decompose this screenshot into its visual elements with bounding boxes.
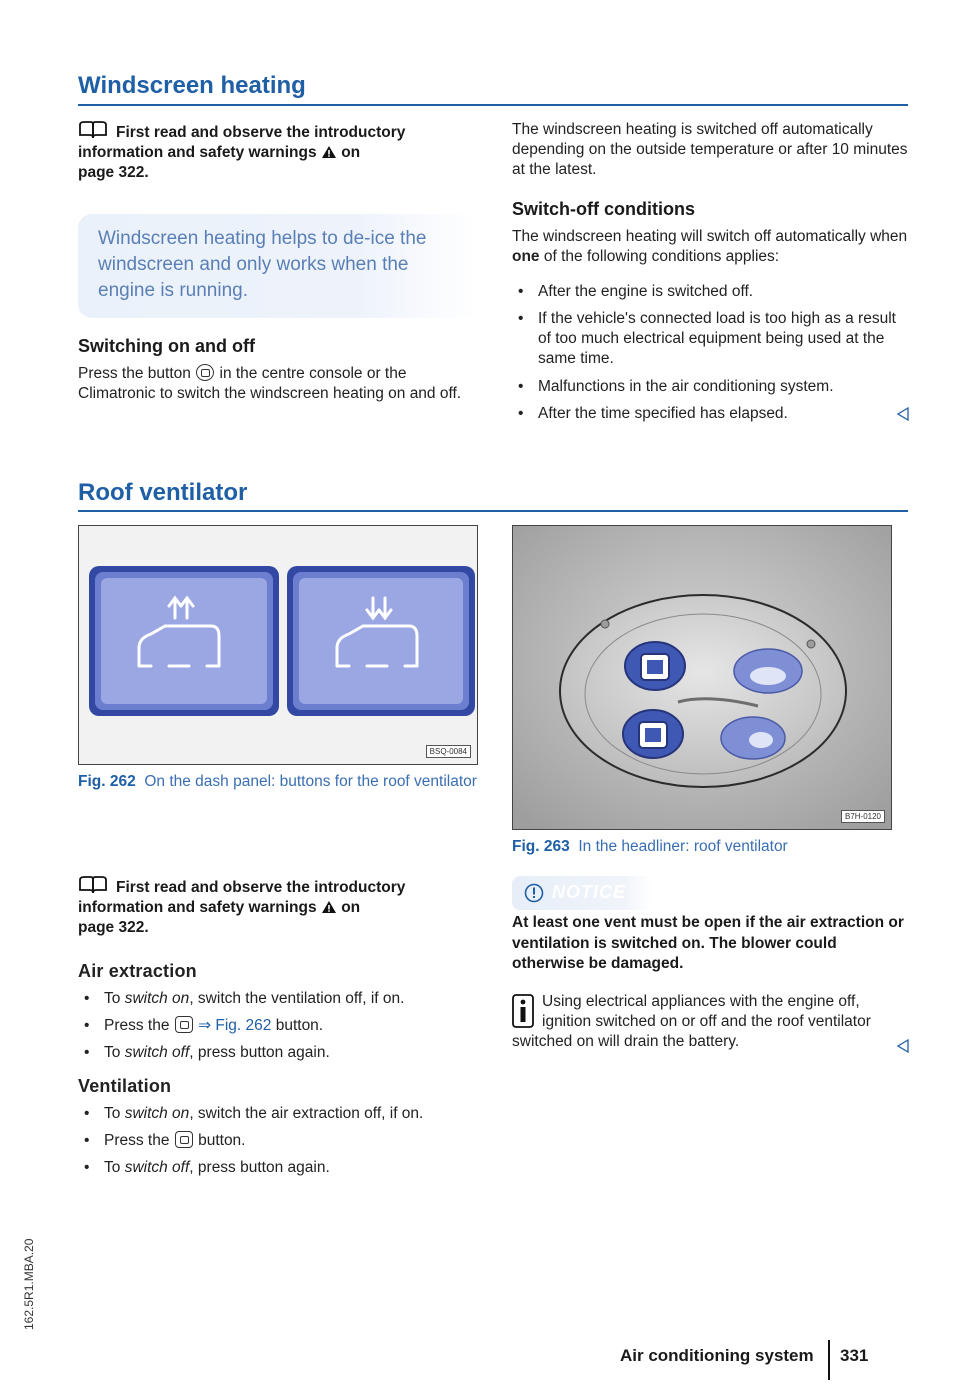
air-extraction-step: • To switch on, switch the ventilation off, if on. [78,989,478,1009]
air-extraction-step: • To switch off, press button again. [78,1043,478,1063]
notice-icon [524,883,544,903]
figure-tag: B7H-0120 [841,810,885,823]
intro-box [78,214,478,318]
ventilation-step: • To switch off, press button again. [78,1158,478,1178]
figure-263-caption: Fig. 263 In the headliner: roof ventilator [512,838,788,855]
book-icon [78,876,108,894]
windscreen-heating-key-icon [196,364,214,381]
section-title-roof-ventilator: Roof ventilator [78,479,248,506]
condition-item: • After the time specified has elapsed. [512,404,907,424]
figure-262 [78,525,478,765]
figure-262-link[interactable]: ⇒ Fig. 262 [198,1017,272,1034]
figure-263 [512,525,892,830]
ventilation-key-icon [175,1131,193,1148]
conditions-intro: The windscreen heating will switch off automatically when one of the following conditions applies: [512,228,908,265]
condition-item: • Malfunctions in the air conditioning system. [512,377,907,397]
section-rule [78,104,908,106]
document-code: 162.5R1.MBA.20 [22,1238,36,1330]
warning-on: on [341,899,361,916]
subheading-air-extraction: Air extraction [78,961,197,981]
auto-off-paragraph: The windscreen heating is switched off automatically depending on the outside temperature or after 10 minutes at the latest. [512,121,908,178]
condition-item: • After the engine is switched off. [512,282,907,302]
intro-text: Windscreen heating helps to de-ice the windscreen and only works when the engine is running. [98,228,427,301]
safety-warning [78,876,478,938]
switching-paragraph: Press the button in the centre console or the Climatronic to switch the windscreen heating on and off. [78,365,462,402]
figure-262-caption: Fig. 262 On the dash panel: buttons for the roof ventilator [78,773,477,790]
info-note: Using electrical appliances with the engine off, ignition switched on or off and the roof ventilator switched on will drain the battery. [512,993,871,1050]
warning-page: page 322. [78,919,149,936]
warning-text: First read and observe the introductory information and safety warnings [78,124,406,161]
figure-tag: BSQ-0084 [426,745,471,758]
headliner-vent-illustration [513,526,891,829]
end-of-section-icon [896,1038,910,1054]
condition-item: • If the vehicle's connected load is too high as a result of too much electrical equipment being used at the same time. [512,309,907,369]
warning-triangle-icon [321,145,337,159]
warning-page: page 322. [78,164,149,181]
dash-buttons-illustration [79,526,477,764]
end-of-section-icon [896,406,910,422]
page-number: 331 [840,1346,869,1365]
subheading-switch-off-conditions: Switch-off conditions [512,199,695,219]
ventilation-step: • To switch on, switch the air extraction off, if on. [78,1104,478,1124]
warning-triangle-icon [321,900,337,914]
air-extraction-key-icon [175,1016,193,1033]
warning-on: on [341,144,361,161]
warning-text: First read and observe the introductory information and safety warnings [78,879,406,916]
footer-divider [828,1340,830,1380]
footer-section-name: Air conditioning system [620,1346,814,1365]
notice-badge [512,876,652,910]
ventilation-step: • Press the button. [78,1131,478,1151]
info-icon [512,994,534,1028]
air-extraction-step: • Press the ⇒ Fig. 262 button. [78,1016,478,1036]
notice-text: At least one vent must be open if the air extraction or ventilation is switched on. The blower could otherwise be damaged. [512,914,904,972]
section-title-windscreen-heating: Windscreen heating [78,72,306,99]
notice-label: NOTICE [552,882,627,902]
book-icon [78,121,108,139]
subheading-ventilation: Ventilation [78,1076,172,1096]
section-rule [78,510,908,512]
subheading-switching: Switching on and off [78,336,255,356]
safety-warning [78,121,478,183]
